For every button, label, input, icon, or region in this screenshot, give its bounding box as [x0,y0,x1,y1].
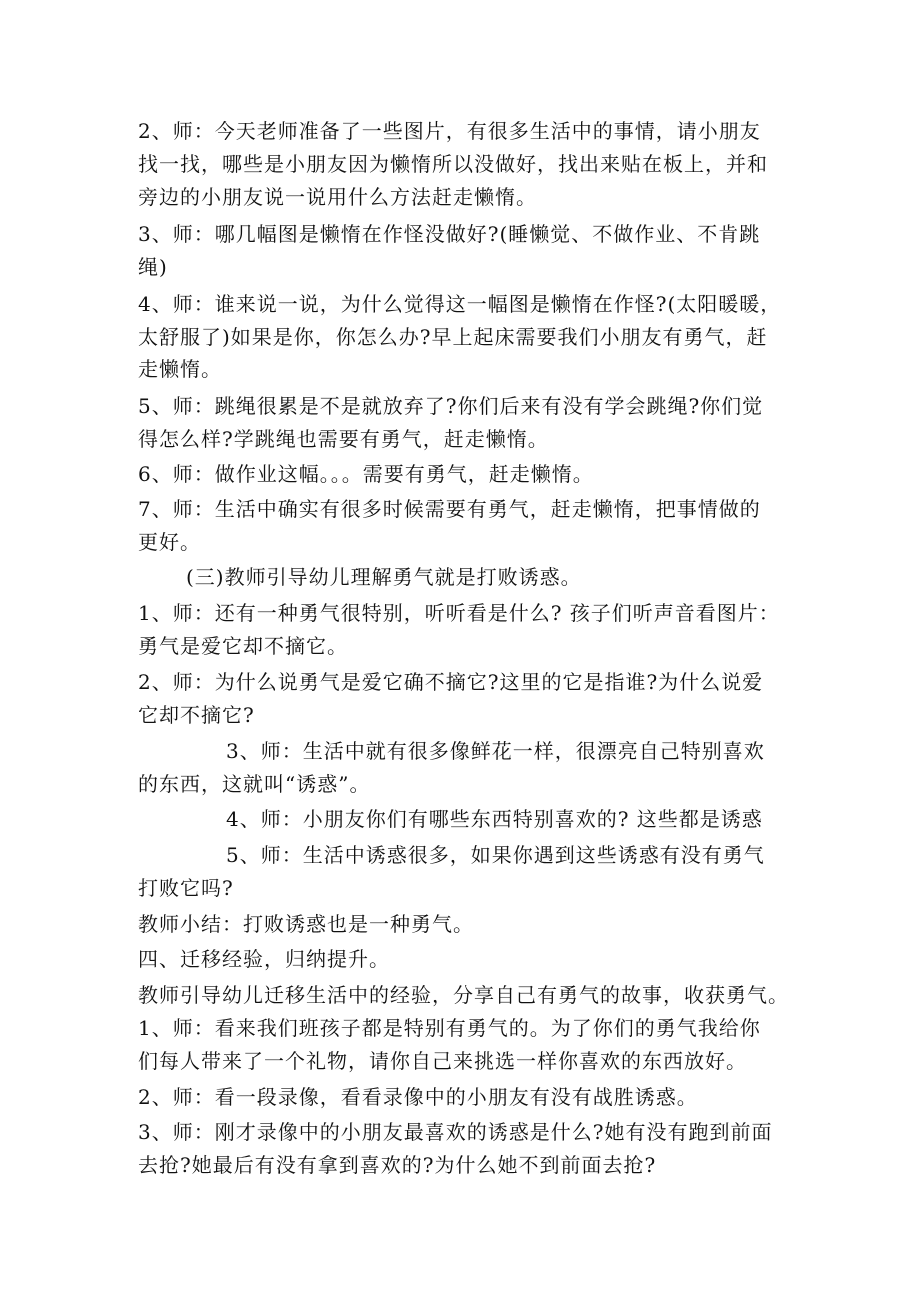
text-line: 4、师：谁来说一说，为什么觉得这一幅图是懒惰在作怪?(太阳暖暖， [138,292,782,316]
text-line: 走懒惰。 [138,357,222,381]
text-line: 太舒服了)如果是你，你怎么办?早上起床需要我们小朋友有勇气，赶 [138,325,768,349]
text-line: 教师引导幼儿迁移生活中的经验，分享自己有勇气的故事，收获勇气。 [138,983,789,1007]
section-heading: (三)教师引导幼儿理解勇气就是打败诱惑。 [186,565,582,589]
text-line: 7、师：生活中确实有很多时候需要有勇气，赶走懒惰，把事情做的 [138,497,761,521]
text-line: 打败它吗? [138,876,234,900]
text-line: 3、师：生活中就有很多像鲜花一样，很漂亮自己特别喜欢 [226,739,765,763]
text-line: 3、师：刚才录像中的小朋友最喜欢的诱惑是什么?她有没有跑到前面 [138,1120,773,1144]
text-line: 们每人带来了一个礼物，请你自己来挑选一样你喜欢的东西放好。 [138,1049,747,1073]
text-line: 2、师：为什么说勇气是爱它确不摘它?这里的它是指谁?为什么说爱 [138,670,764,694]
text-line: 旁边的小朋友说一说用什么方法赶走懒惰。 [138,185,537,209]
text-line: 教师小结：打败诱惑也是一种勇气。 [138,912,474,936]
text-line: 3、师：哪几幅图是懒惰在作怪没做好?(睡懒觉、不做作业、不肯跳 [138,222,761,246]
text-line: 1、师：看来我们班孩子都是特别有勇气的。为了你们的勇气我给你 [138,1016,761,1040]
text-line: 绳) [138,255,168,279]
text-line: 2、师：看一段录像，看看录像中的小朋友有没有战胜诱惑。 [138,1085,698,1109]
text-line: 6、师：做作业这幅。。。需要有勇气，赶走懒惰。 [138,462,594,486]
text-line: 2、师：今天老师准备了一些图片，有很多生活中的事情，请小朋友 [138,119,761,143]
section-heading: 四、迁移经验，归纳提升。 [138,947,390,971]
text-line: 勇气是爱它却不摘它。 [138,634,348,658]
text-line: 它却不摘它? [138,703,255,727]
text-line: 找一找，哪些是小朋友因为懒惰所以没做好，找出来贴在板上，并和 [138,152,768,176]
text-line: 得怎么样?学跳绳也需要有勇气，赶走懒惰。 [138,427,549,451]
text-line: 4、师：小朋友你们有哪些东西特别喜欢的? 这些都是诱惑 [226,807,763,831]
text-line: 去抢?她最后有没有拿到喜欢的?为什么她不到前面去抢? [138,1153,657,1177]
text-line: 5、师：生活中诱惑很多，如果你遇到这些诱惑有没有勇气 [226,843,765,867]
text-line: 更好。 [138,530,201,554]
text-line: 的东西，这就叫“诱惑”。 [138,772,371,796]
text-line: 1、师：还有一种勇气很特别，听听看是什么? 孩子们听声音看图片： [138,601,780,625]
text-line: 5、师：跳绳很累是不是就放弃了?你们后来有没有学会跳绳?你们觉 [138,394,764,418]
